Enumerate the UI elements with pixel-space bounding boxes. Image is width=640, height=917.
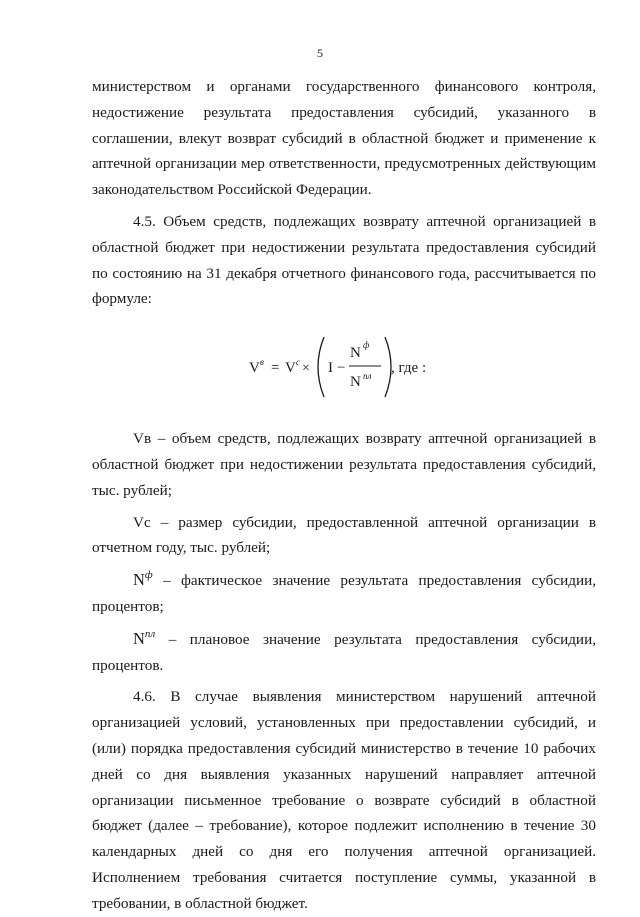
nf-symbol: $N^ф$ [133,569,153,590]
formula-numerator: N [350,345,361,362]
npl-symbol: $N^{пл}$ [133,627,156,648]
definition-nf [92,567,596,620]
formula-suffix: , где : [391,360,427,377]
formula-denominator: N [350,374,361,391]
formula-v-sup: с [296,357,300,368]
definition-vb: Vв – объем средств, подлежащих возврату аптечной организацией в областной бюджет при недостижении результата предоставления субсидий, тыс. рублей; [92,430,596,499]
definition-vc: Vс – размер субсидии, предоставленной аптечной организации в отчетном году, тыс. рублей; [92,513,596,557]
formula-times: × [302,361,310,377]
formula-denominator-sup: пл [363,371,372,382]
formula-v: V [285,360,296,377]
paragraph-4-5: 4.5. Объем средств, подлежащих возврату аптечной организацией в областной бюджет при недостижении результата предоставления субсидий по состоянию на 31 декабря отчетного финансового года, рассчитывается по формуле: [92,212,596,308]
page-number: 5 [317,46,323,60]
formula-equals: = [271,360,280,377]
formula-left-paren [318,337,324,397]
paragraph-continuation: министерством и органами государственного финансового контроля, недостижение результата предоставления субсидий, указанного в соглашении, влекут возврат субсидий в областной бюджет и применение к аптечной организации мер ответственности, предусмотренных действующим законодательством Российской Федерации. [92,78,596,199]
nf-text: – фактическое значение результата предоставления субсидии, процентов; [92,572,596,615]
paragraph-4-6: 4.6. В случае выявления министерством нарушений аптечной организацией условий, установленных при предоставлении субсидий, и (или) порядка предоставления субсидий министерство в течение 10 рабочих дней со дня выявления указанных нарушений направляет аптечной организации письменное требование о возврате субсидий в областной бюджет (далее – требование), которое подлежит исполнению в течение 30 календарных дней со дня его получения аптечной организацией. Исполнением требования считается поступление суммы, указанной в требовании, в областной бюджет. [92,688,596,912]
document-body [92,74,596,917]
formula-one: I [328,360,333,377]
definition-npl [92,626,596,679]
formula-svg [249,334,439,400]
formula-minus: − [337,360,346,377]
formula-lhs: V [249,360,260,377]
npl-text: – плановое значение результата предоставления субсидии, процентов. [92,630,596,674]
formula-lhs-sup: в [260,357,264,368]
formula-numerator-sup: ф [363,340,370,351]
formula [92,334,596,400]
